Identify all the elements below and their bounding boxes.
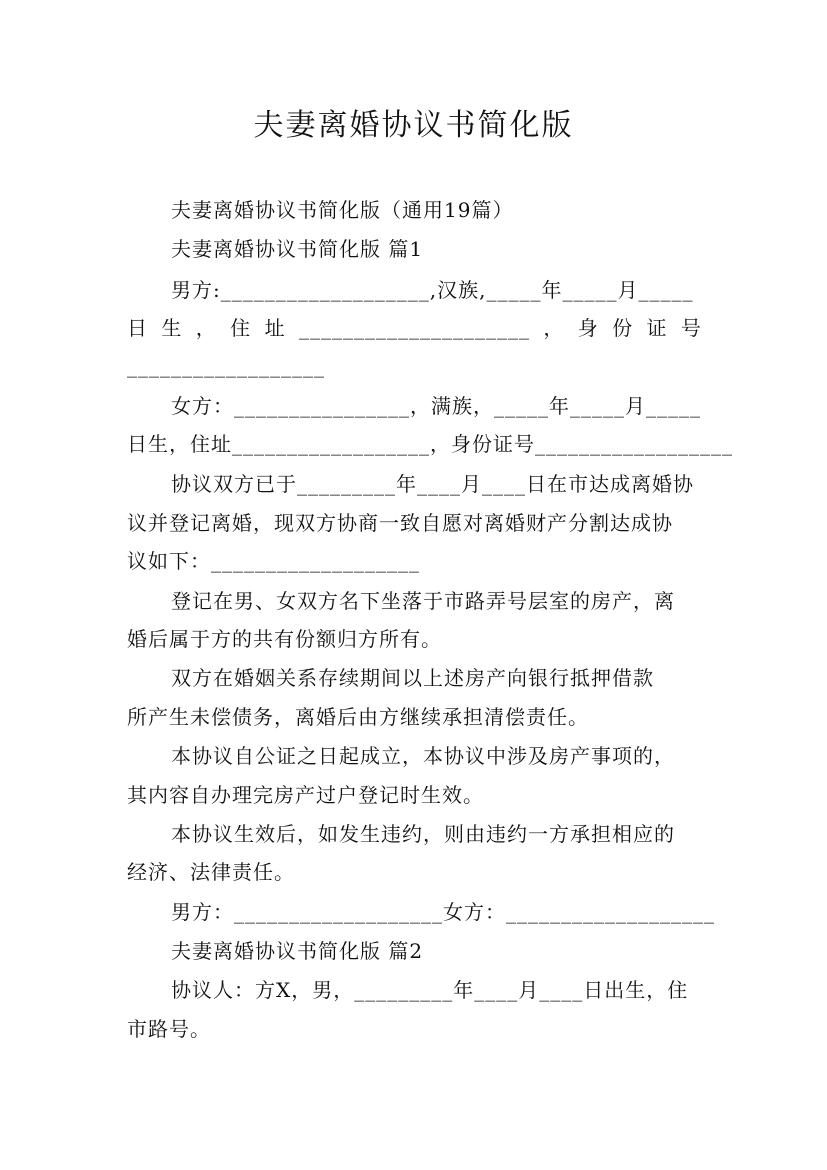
agreement-paragraph-line: 议并登记离婚，现双方协商一致自愿对离婚财产分割达成协 xyxy=(127,511,673,535)
text-fragment: 址 xyxy=(264,316,286,340)
debt-paragraph-line: 双方在婚姻关系存续期间以上述房产向银行抵押借款 xyxy=(171,666,654,690)
section-heading-2: 夫妻离婚协议书简化版 篇2 xyxy=(171,939,424,963)
text-fragment: 日 xyxy=(127,316,148,340)
breach-paragraph-line: 经济、法律责任。 xyxy=(127,860,295,884)
male-address-line xyxy=(127,314,702,342)
effect-paragraph-line: 其内容自办理完房产过户登记时生效。 xyxy=(127,783,484,807)
text-fragment: 号 xyxy=(680,316,702,340)
page-title: 夫妻离婚协议书简化版 xyxy=(253,108,574,143)
text-fragment: 份 xyxy=(612,316,634,340)
breach-paragraph-line: 本协议生效后，如发生违约，则由违约一方承担相应的 xyxy=(171,822,675,846)
property-paragraph-line: 登记在男、女双方名下坐落于市路弄号层室的房产，离 xyxy=(171,589,675,613)
text-fragment: ， xyxy=(195,316,217,340)
text-fragment: 生 xyxy=(161,316,183,340)
text-fragment: ， xyxy=(543,316,565,340)
agreement-paragraph-line: 议如下：___________________ xyxy=(127,549,420,573)
party-paragraph-line: 协议人：方X，男，_________年____月____日出生，住 xyxy=(171,978,689,1002)
text-fragment: 身 xyxy=(577,316,599,340)
document-subtitle: 夫妻离婚协议书简化版（通用19篇） xyxy=(171,198,514,222)
debt-paragraph-line: 所产生未偿债务，离婚后由方继续承担清偿责任。 xyxy=(127,705,589,729)
text-fragment: 证 xyxy=(646,316,668,340)
text-fragment: 住 xyxy=(230,316,252,340)
agreement-paragraph-line: 协议双方已于_________年____月____日在市达成离婚协 xyxy=(171,472,694,496)
blank-field: _____________________ xyxy=(298,316,530,340)
male-id-blank: __________________ xyxy=(127,354,325,378)
female-address-line: 日生，住址__________________，身份证号__________________ xyxy=(127,432,733,456)
property-paragraph-line: 婚后属于方的共有份额归方所有。 xyxy=(127,627,442,651)
male-info-line: 男方:___________________,汉族,_____年_____月_____ xyxy=(171,278,694,302)
signature-line: 男方：___________________女方：___________________ xyxy=(171,900,715,924)
effect-paragraph-line: 本协议自公证之日起成立，本协议中涉及房产事项的， xyxy=(171,744,675,768)
party-paragraph-line: 市路号。 xyxy=(127,1017,211,1041)
section-heading-1: 夫妻离婚协议书简化版 篇1 xyxy=(171,237,424,261)
female-info-line: 女方：________________，满族，_____年_____月_____ xyxy=(171,394,701,418)
